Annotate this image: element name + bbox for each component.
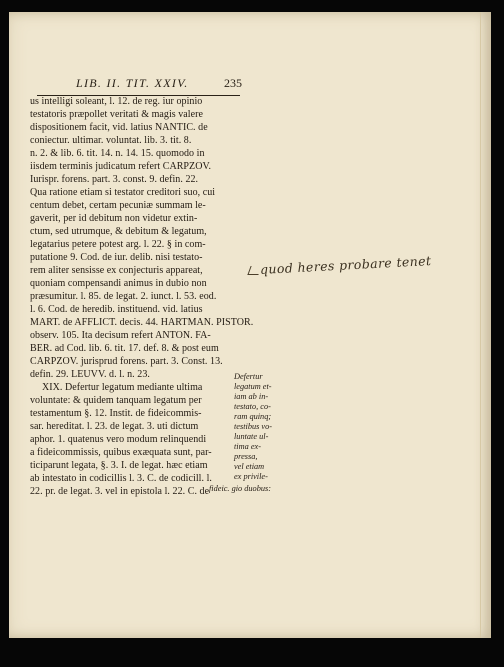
text-line: gaverit, per id debitum non videtur extin-: [30, 213, 198, 224]
margin-note-line: testibus vo-: [234, 422, 273, 431]
text-line: testamentum §. 12. Instit. de fideicommis-: [30, 408, 202, 419]
text-line: ab intestato in codicillis l. 3. C. de codicill. l.: [30, 473, 212, 484]
text-line: voluntate: & quidem tanquam legatum per: [30, 395, 202, 406]
text-line: quoniam compensandi animus in dubio non: [30, 278, 207, 289]
text-line: testatoris præpollet veritati & magis valere: [30, 109, 203, 120]
margin-note-line: testato, co-: [234, 402, 271, 411]
text-line: legatarius petere potest arg. l. 22. § in com-: [30, 239, 206, 250]
text-line: aphor. 1. quatenus vero modum relinquendi: [30, 434, 207, 445]
main-text: [9, 12, 491, 638]
text-line: BER. ad Cod. lib. 6. tit. 17. def. 8. & post eum: [30, 343, 219, 354]
margin-note-line: vel etiam: [234, 462, 265, 471]
running-head-title: LIB. II. TIT. XXIV.: [76, 76, 189, 90]
margin-note-line: ram quinq;: [234, 412, 272, 421]
text-line: Iurispr. forens. part. 3. const. 9. defin. 22.: [30, 174, 199, 185]
margin-note-line: fideic. gio duobus:: [209, 484, 271, 493]
text-line: XIX. Defertur legatum mediante ultima: [42, 382, 203, 393]
text-line: dispositionem facit, vid. latius NANTIC. de: [30, 122, 208, 133]
text-line: ticiparunt legata, §. 3. I. de legat. hæc etiam: [30, 460, 208, 471]
margin-note-line: pressa,: [234, 452, 258, 461]
text-line: iisdem terminis judicatum refert CARPZOV.: [30, 161, 212, 172]
text-line: rem aliter sensisse ex conjecturis appareat,: [30, 265, 203, 276]
margin-note-line: luntate ul-: [234, 432, 269, 441]
page-number: 235: [224, 76, 242, 90]
text-line: a fideicommissis, quibus exæquata sunt, par-: [30, 447, 212, 458]
text-line: defin. 29. LEUVV. d. l. n. 23.: [30, 369, 150, 380]
text-line: us intelligi soleant, l. 12. de reg. iur opinio: [30, 96, 203, 107]
margin-note-line: tima ex-: [234, 442, 261, 451]
text-line: centum debet, certam pecuniæ summam le-: [30, 200, 206, 211]
text-line: putatione 9. Cod. de iur. delib. nisi testato-: [30, 252, 203, 263]
text-line: observ. 105. Ita decisum refert ANTON. FA-: [30, 330, 211, 341]
text-line: Qua ratione etiam si testator creditori suo, cui: [30, 187, 216, 198]
text-line: ctum, sed utrumque, & debitum & legatum,: [30, 226, 207, 237]
book-page: [9, 12, 491, 638]
text-line: n. 2. & lib. 6. tit. 14. n. 14. 15. quomodo in: [30, 148, 205, 159]
text-line: l. 6. Cod. de heredib. instituend. vid. latius: [30, 304, 203, 315]
margin-note-line: Defertur: [234, 372, 263, 381]
text-line: coniectur. ultimar. voluntat. lib. 3. tit. 8.: [30, 135, 192, 146]
text-line: CARPZOV. jurisprud forens. part. 3. Const. 13.: [30, 356, 223, 367]
text-line: 22. pr. de legat. 3. vel in epistola l. 22. C. de: [30, 486, 210, 497]
text-line: præsumitur. l. 85. de legat. 2. iunct. l. 53. eod.: [30, 291, 217, 302]
text-line: sar. hereditat. l. 23. de legat. 3. uti dictum: [30, 421, 199, 432]
margin-note-line: iam ab in-: [234, 392, 269, 401]
margin-note-line: ex privile-: [234, 472, 268, 481]
margin-note-line: legatum et-: [234, 382, 272, 391]
handwritten-annotation: quod heres probare tenet: [259, 253, 432, 277]
text-line: MART. de AFFLICT. decis. 44. HARTMAN. PISTOR.: [30, 317, 254, 328]
